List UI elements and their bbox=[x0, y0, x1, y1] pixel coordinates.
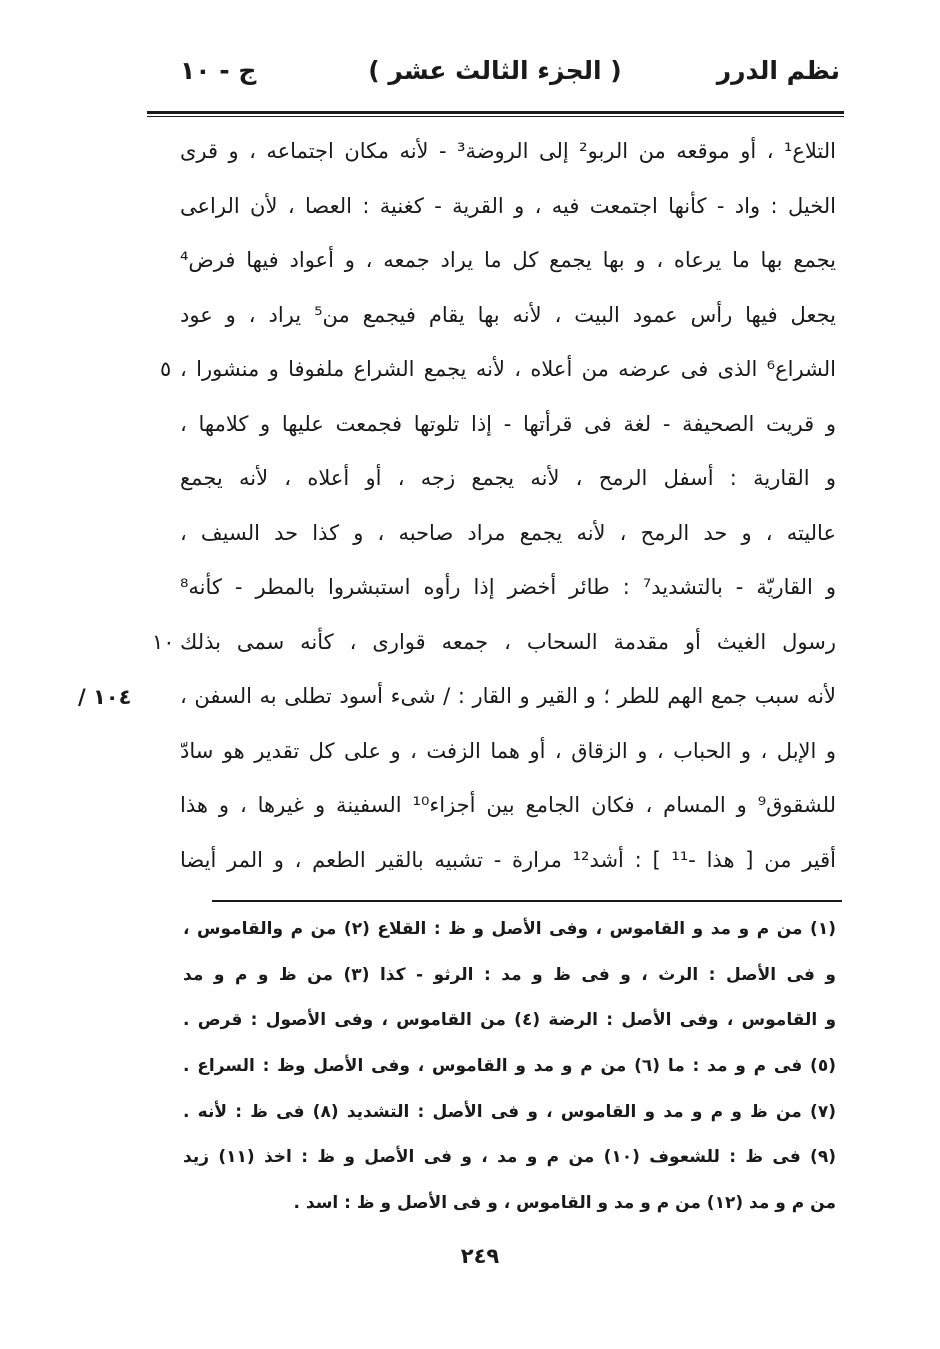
manuscript-folio-marker: ١٠٤ / bbox=[78, 685, 132, 709]
text-line: أقير من [ هذا -¹¹ ] : أشد¹² مرارة - تشبيه بالقير الطعم ، و المر أيضا bbox=[180, 847, 836, 872]
footnote-separator bbox=[212, 900, 842, 902]
text-line: و القاريّة - بالتشديد⁷ : طائر أخضر إذا رأوه استبشروا بالمطر - كأنه⁸ bbox=[180, 575, 836, 599]
text-line: عاليته ، و حد الرمح ، لأنه يجمع مراد صاحبه ، و كذا حد السيف ، bbox=[180, 520, 836, 545]
text-line: لأنه سبب جمع الهم للطر ؛ و القير و القار : / شىء أسود تطلى به السفن ، bbox=[180, 684, 836, 708]
text-line: و الإبل ، و الحباب ، و الزقاق ، أو هما الزفت ، و على كل تقدير هو سادّ bbox=[180, 738, 836, 763]
text-line: و القارية : أسفل الرمح ، لأنه يجمع زجه ، أو أعلاه ، لأنه يجمع bbox=[180, 466, 836, 490]
footnote-line: (٥) فى م و مد : ما (٦) من م و مد و القاموس ، وفى الأصل وظ : السراع . bbox=[183, 1056, 836, 1077]
footnote-line: من م و مد (١٢) من م و مد و القاموس ، و فى الأصل و ظ : اسد . bbox=[293, 1193, 836, 1214]
text-line: يجمع بها ما يرعاه ، و بها يجمع كل ما يراد جمعه ، و أعواد فيها فرض⁴ bbox=[180, 248, 836, 272]
line-number-10: ١٠ bbox=[152, 630, 175, 654]
page-number: ٢٤٩ bbox=[460, 1244, 500, 1268]
text-line: الخيل : واد - كأنها اجتمعت فيه ، و القرية - كغنية : العصا ، لأن الراعى bbox=[180, 193, 836, 218]
text-line: رسول الغيث أو مقدمة السحاب ، جمعه قوارى ، كأنه سمى بذلك bbox=[180, 629, 836, 654]
main-text bbox=[180, 124, 836, 887]
footnote-line: (٩) فى ظ : للشعوف (١٠) من م و مد ، و فى الأصل و ظ : اخذ (١١) زيد bbox=[183, 1147, 836, 1168]
footnote-line: (٧) من ظ و م و مد و القاموس ، و فى الأصل : التشديد (٨) فى ظ : لأنه . bbox=[183, 1101, 836, 1122]
text-line: الشراع⁶ الذى فى عرضه من أعلاه ، لأنه يجمع الشراع ملفوفا و منشورا ، bbox=[180, 357, 836, 381]
footnote-line: و فى الأصل : الرث ، و فى ظ و مد : الرثو - كذا (٣) من ظ و م و مد bbox=[183, 964, 836, 985]
footnote-line: و القاموس ، وفى الأصل : الرضة (٤) من القاموس ، وفى الأصول : قرص . bbox=[183, 1010, 836, 1031]
footnote-line: (١) من م و مد و القاموس ، وفى الأصل و ظ : القلاع (٢) من م والقاموس ، bbox=[183, 919, 836, 939]
footnotes bbox=[183, 907, 836, 1227]
text-line: التلاع¹ ، أو موقعه من الربو² إلى الروضة³ - لأنه مكان اجتماعه ، و قرى bbox=[180, 139, 836, 163]
text-line: للشقوق⁹ و المسام ، فكان الجامع بين أجزاء¹⁰ السفينة و غيرها ، و هذا bbox=[180, 793, 836, 817]
volume-label: ج - ١٠ bbox=[180, 56, 257, 85]
header-rule bbox=[147, 111, 844, 114]
running-header bbox=[150, 56, 840, 100]
line-number-5: ٥ bbox=[160, 357, 172, 381]
book-title: نظم الدرر bbox=[716, 56, 840, 85]
text-line: يجعل فيها رأس عمود البيت ، لأنه بها يقام فيجمع من⁵ يراد ، و عود bbox=[180, 302, 836, 327]
header-rule-thin bbox=[147, 116, 844, 117]
text-line: و قريت الصحيفة - لغة فى قرأتها - إذا تلوتها فجمعت عليها و كلامها ، bbox=[180, 411, 836, 436]
part-label: ( الجزء الثالث عشر ) bbox=[368, 56, 622, 85]
